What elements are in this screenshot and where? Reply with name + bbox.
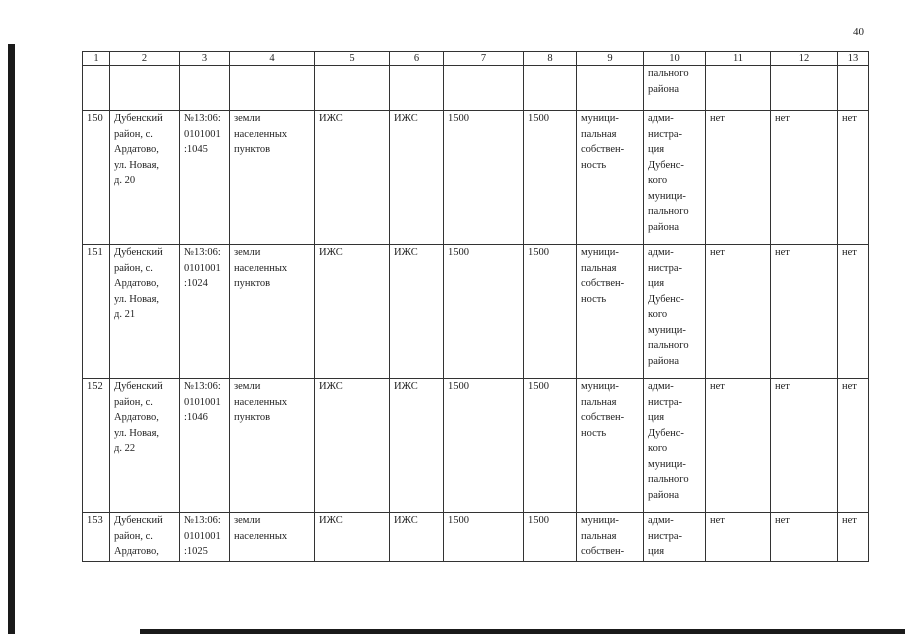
column-13-cell: нет (838, 379, 869, 513)
table-cell (524, 66, 577, 111)
holder-cell: пального района (644, 66, 706, 111)
table-row (83, 513, 869, 562)
registry-table (82, 51, 869, 562)
address-cell: Дубенский район, с. Ардатово, ул. Новая, д. 20 (110, 111, 180, 245)
table-cell (577, 66, 644, 111)
table-cell (838, 66, 869, 111)
table-cell (83, 66, 110, 111)
area-cell-2: 1500 (524, 513, 577, 562)
purpose-cell: ИЖС (390, 245, 444, 379)
holder-cell: адми- нистра- ция Дубенс- кого муници- пального района (644, 379, 706, 513)
column-header: 7 (444, 52, 524, 66)
address-cell: Дубенский район, с. Ардатово, (110, 513, 180, 562)
column-header: 12 (771, 52, 838, 66)
cadastral-number-cell: №13:06: 0101001 :1025 (180, 513, 230, 562)
land-category-cell: земли населенных пунктов (230, 245, 315, 379)
area-cell: 1500 (444, 245, 524, 379)
ownership-cell: муници- пальная собствен- ность (577, 379, 644, 513)
cadastral-number-cell: №13:06: 0101001 :1046 (180, 379, 230, 513)
purpose-cell: ИЖС (390, 513, 444, 562)
address-cell: Дубенский район, с. Ардатово, ул. Новая, д. 21 (110, 245, 180, 379)
table-cell (390, 66, 444, 111)
permitted-use-cell: ИЖС (315, 111, 390, 245)
area-cell: 1500 (444, 513, 524, 562)
purpose-cell: ИЖС (390, 379, 444, 513)
column-header: 2 (110, 52, 180, 66)
column-header: 10 (644, 52, 706, 66)
scan-edge-left (8, 44, 15, 634)
column-header: 9 (577, 52, 644, 66)
land-category-cell: земли населенных пунктов (230, 111, 315, 245)
table-cell (706, 66, 771, 111)
column-header: 6 (390, 52, 444, 66)
column-13-cell: нет (838, 513, 869, 562)
table-row (83, 245, 869, 379)
column-header: 11 (706, 52, 771, 66)
column-12-cell: нет (771, 379, 838, 513)
table-cell (110, 66, 180, 111)
holder-cell: адми- нистра- ция Дубенс- кого муници- пального района (644, 245, 706, 379)
area-cell: 1500 (444, 111, 524, 245)
column-11-cell: нет (706, 111, 771, 245)
address-cell: Дубенский район, с. Ардатово, ул. Новая, д. 22 (110, 379, 180, 513)
column-header: 13 (838, 52, 869, 66)
table-cell (444, 66, 524, 111)
cadastral-number-cell: №13:06: 0101001 :1024 (180, 245, 230, 379)
area-cell-2: 1500 (524, 245, 577, 379)
scan-edge-bottom (140, 629, 905, 634)
column-header: 8 (524, 52, 577, 66)
column-12-cell: нет (771, 245, 838, 379)
column-header: 3 (180, 52, 230, 66)
row-number: 150 (83, 111, 110, 245)
table-cell (180, 66, 230, 111)
table-row (83, 111, 869, 245)
area-cell-2: 1500 (524, 379, 577, 513)
column-header: 5 (315, 52, 390, 66)
permitted-use-cell: ИЖС (315, 513, 390, 562)
ownership-cell: муници- пальная собствен- (577, 513, 644, 562)
ownership-cell: муници- пальная собствен- ность (577, 111, 644, 245)
column-11-cell: нет (706, 379, 771, 513)
table-cell (230, 66, 315, 111)
purpose-cell: ИЖС (390, 111, 444, 245)
holder-cell: адми- нистра- ция (644, 513, 706, 562)
column-11-cell: нет (706, 245, 771, 379)
column-number-row (83, 52, 869, 66)
column-header: 1 (83, 52, 110, 66)
page-number: 40 (853, 26, 864, 38)
column-12-cell: нет (771, 513, 838, 562)
row-number: 152 (83, 379, 110, 513)
area-cell: 1500 (444, 379, 524, 513)
land-category-cell: земли населенных (230, 513, 315, 562)
holder-cell: адми- нистра- ция Дубенс- кого муници- пального района (644, 111, 706, 245)
ownership-cell: муници- пальная собствен- ность (577, 245, 644, 379)
column-13-cell: нет (838, 111, 869, 245)
table-row (83, 379, 869, 513)
table-cell (771, 66, 838, 111)
column-11-cell: нет (706, 513, 771, 562)
row-number: 153 (83, 513, 110, 562)
column-13-cell: нет (838, 245, 869, 379)
permitted-use-cell: ИЖС (315, 379, 390, 513)
cadastral-number-cell: №13:06: 0101001 :1045 (180, 111, 230, 245)
land-category-cell: земли населенных пунктов (230, 379, 315, 513)
column-12-cell: нет (771, 111, 838, 245)
row-number: 151 (83, 245, 110, 379)
permitted-use-cell: ИЖС (315, 245, 390, 379)
continued-row (83, 66, 869, 111)
area-cell-2: 1500 (524, 111, 577, 245)
column-header: 4 (230, 52, 315, 66)
table-cell (315, 66, 390, 111)
